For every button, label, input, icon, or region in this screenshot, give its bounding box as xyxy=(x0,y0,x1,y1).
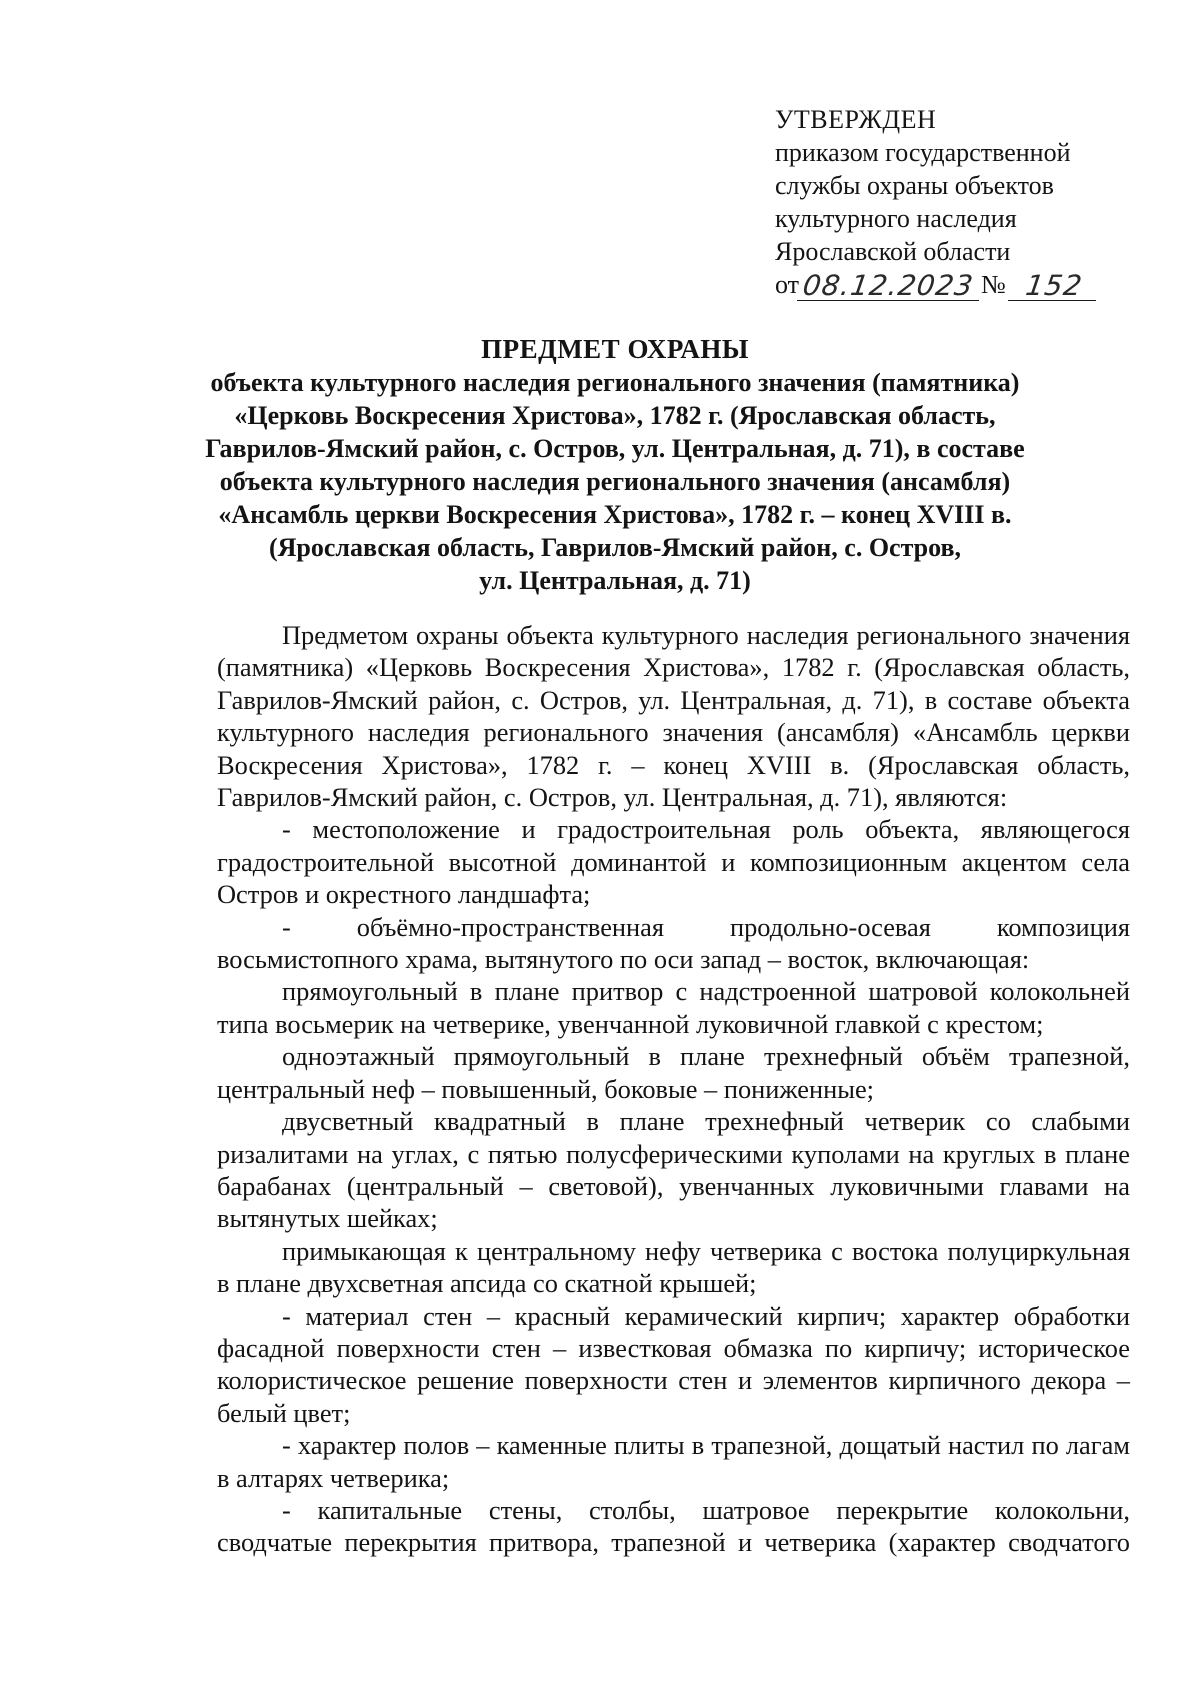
approval-title: УТВЕРЖДЕН xyxy=(775,105,937,134)
body-paragraph: - местоположение и градостроительная роль объекта, являющегося градостроительной высотной доминантой и композиционным акцентом села Остров и окрестного ландшафта; xyxy=(217,814,1130,910)
body-paragraph: - капитальные стены, столбы, шатровое перекрытие колокольни, сводчатые перекрытия притвора, трапезной и четверика (характер сводчатого xyxy=(217,1494,1130,1558)
heading-line: «Ансамбль церкви Воскресения Христова», 1782 г. – конец XVIII в. xyxy=(218,500,1012,529)
body-paragraph: - объёмно-пространственная продольно-осевая композиция восьмистопного храма, вытянутого по оси запад – восток, включающая: xyxy=(217,911,1130,975)
body-paragraph: одноэтажный прямоугольный в плане трехнефный объём трапезной, центральный неф – повышенный, боковые – пониженные; xyxy=(217,1041,1130,1104)
document-title: ПРЕДМЕТ ОХРАНЫ xyxy=(481,334,749,364)
number-label: № xyxy=(981,270,1006,299)
approval-block xyxy=(775,103,1175,301)
document-body xyxy=(217,619,1130,1559)
body-paragraph: прямоугольный в плане притвор с надстроенной шатровой колокольней типа восьмерик на четверике, увенчанной луковичной главкой с крестом; xyxy=(217,976,1130,1039)
body-paragraph: - материал стен – красный керамический кирпич; характер обработки фасадной поверхности стен – известковая обмазка по кирпичу; историческое колористическое решение поверхности стен и элементов кирпичного декора – белый цвет; xyxy=(217,1300,1130,1428)
heading-line: объекта культурного наследия регионального значения (ансамбля) xyxy=(219,467,1011,496)
handwritten-date: 08.12.2023 xyxy=(797,272,983,301)
heading-line: «Церковь Воскресения Христова», 1782 г. (Ярославская область, xyxy=(234,401,996,430)
date-prefix: от xyxy=(775,270,800,299)
heading-line: (Ярославская область, Гаврилов-Ямский район, с. Остров, xyxy=(268,533,962,562)
approval-date-line xyxy=(775,268,1175,301)
approval-line: службы охраны объектов xyxy=(775,171,1054,200)
body-paragraph: примыкающая к центральному нефу четверика с востока полуциркульная в плане двухсветная апсида со скатной крышей; xyxy=(217,1235,1130,1299)
body-paragraph: - характер полов – каменные плиты в трапезной, дощатый настил по лагам в алтарях четверика; xyxy=(217,1430,1130,1493)
heading-line: объекта культурного наследия регионального значения (памятника) xyxy=(210,368,1020,397)
approval-line: культурного наследия xyxy=(775,204,1017,233)
approval-line: приказом государственной xyxy=(775,138,1071,167)
approval-line: Ярославской области xyxy=(775,237,1011,266)
body-paragraph: двусветный квадратный в плане трехнефный четверик со слабыми ризалитами на углах, с пятью полусферическими куполами на круглых в плане барабанах (центральный – световой), увенчанных луковичными главами на вытянутых шейках; xyxy=(217,1106,1130,1234)
heading-line: Гаврилов-Ямский район, с. Остров, ул. Центральная, д. 71), в составе xyxy=(205,434,1025,463)
document-heading xyxy=(200,333,1030,597)
body-paragraph: Предметом охраны объекта культурного наследия регионального значения (памятника) «Церковь Воскресения Христова», 1782 г. (Ярославская область, Гаврилов-Ямский район, с. Остров, ул. Центральная, д. 71), в составе объекта культурного наследия регионального значения (ансамбля) «Ансамбль церкви Воскресения Христова», 1782 г. – конец XVIII в. (Ярославская область, Гаврилов-Ямский район, с. Остров, ул. Центральная, д. 71), являются: xyxy=(217,620,1130,813)
heading-line: ул. Центральная, д. 71) xyxy=(479,566,751,595)
handwritten-number: 152 xyxy=(1008,272,1100,301)
